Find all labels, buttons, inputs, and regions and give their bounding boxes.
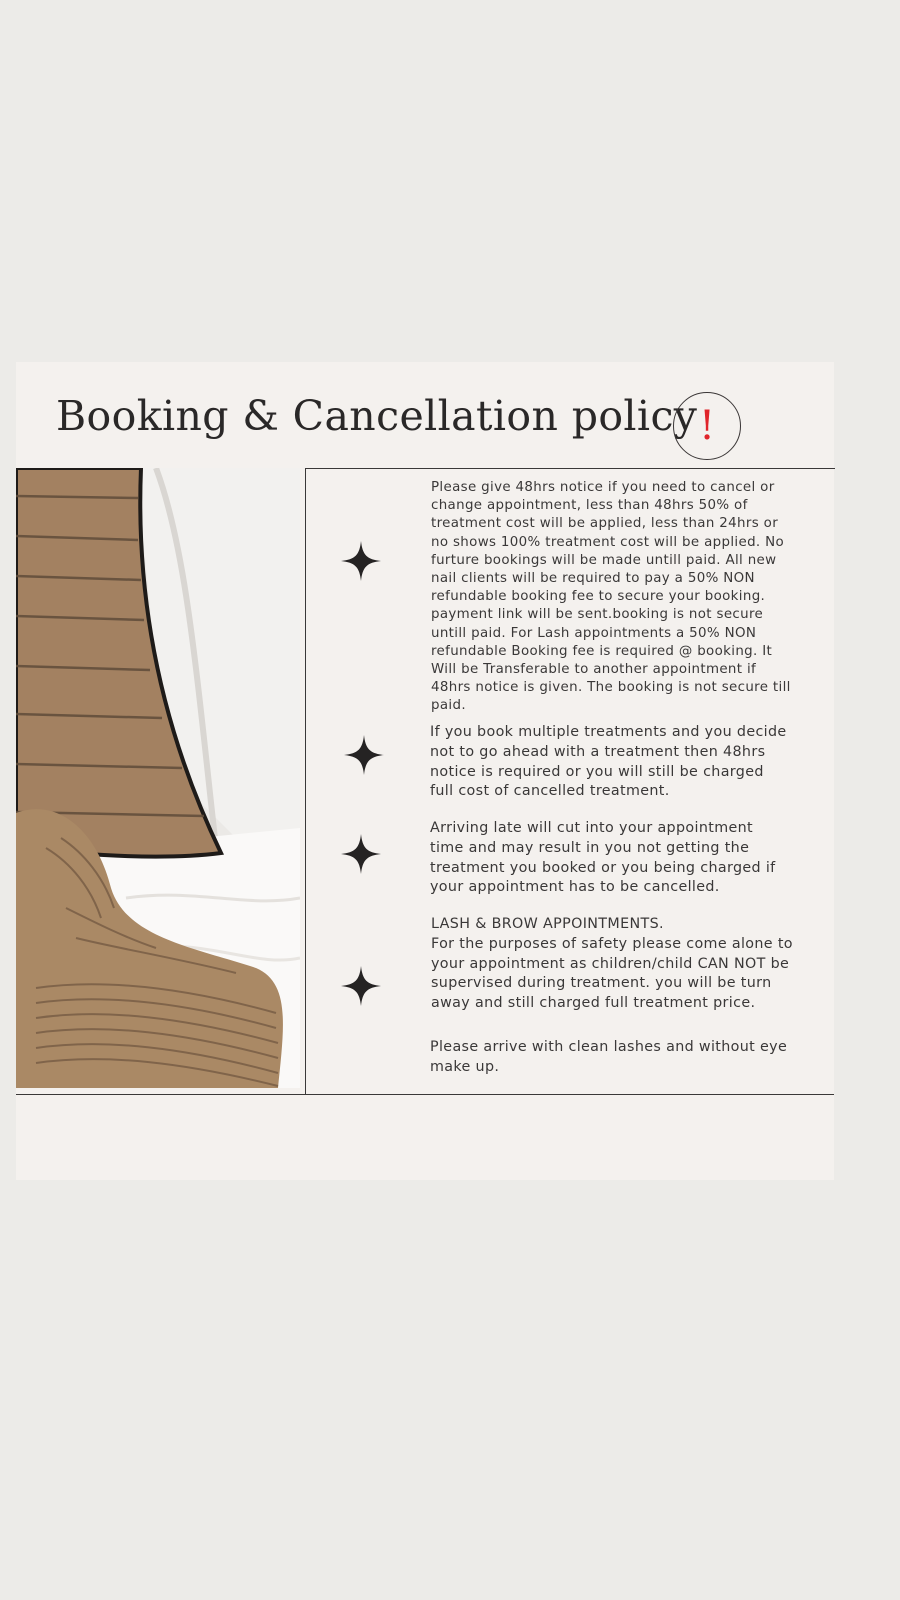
four-point-star-icon bbox=[341, 541, 381, 581]
four-point-star-icon bbox=[341, 834, 381, 874]
photo-illustration bbox=[16, 468, 300, 1088]
policy-card bbox=[16, 362, 834, 1180]
bottom-divider bbox=[16, 1094, 834, 1095]
four-point-star-icon bbox=[344, 735, 384, 775]
policy-paragraph-lash-brow: LASH & BROW APPOINTMENTS. For the purposes of safety please come alone to your appointment as children/child CAN NOT be supervised during treatment. you will be turn away and still charged full treatment price. bbox=[431, 916, 793, 1012]
exclamation-mark: ! bbox=[698, 403, 716, 449]
policy-paragraph-multiple-treatments: If you book multiple treatments and you decide not to go ahead with a treatment then 48hrs notice is required or you will still be charged full cost of cancelled treatment. bbox=[430, 724, 787, 800]
page-title: Booking & Cancellation policy bbox=[56, 392, 698, 440]
policy-text-panel bbox=[305, 468, 835, 1095]
policy-paragraph-clean-lashes: Please arrive with clean lashes and without eye make up. bbox=[430, 1039, 788, 1075]
cushion-and-knit-blanket-photo bbox=[16, 468, 300, 1088]
exclamation-circle-icon bbox=[673, 392, 741, 460]
policy-paragraph-cancellation: Please give 48hrs notice if you need to cancel or change appointment, less than 48hrs 50% of treatment cost will be applied, less than 24hrs or no shows 100% treatment cost will be applied. No furture bookings will be made untill paid. All new nail clients will be required to pay a 50% NON refundable booking fee to secure your booking. payment link will be sent.booking is not secure untill paid. For Lash appointments a 50% NON refundable Booking fee is required @ booking. It Will be Transferable to another appointment if 48hrs notice is given. The booking is not secure till paid. bbox=[431, 480, 791, 714]
four-point-star-icon bbox=[341, 966, 381, 1006]
policy-paragraph-late-arrival: Arriving late will cut into your appointment time and may result in you not getting the treatment you booked or you being charged if your appointment has to be cancelled. bbox=[430, 820, 776, 896]
